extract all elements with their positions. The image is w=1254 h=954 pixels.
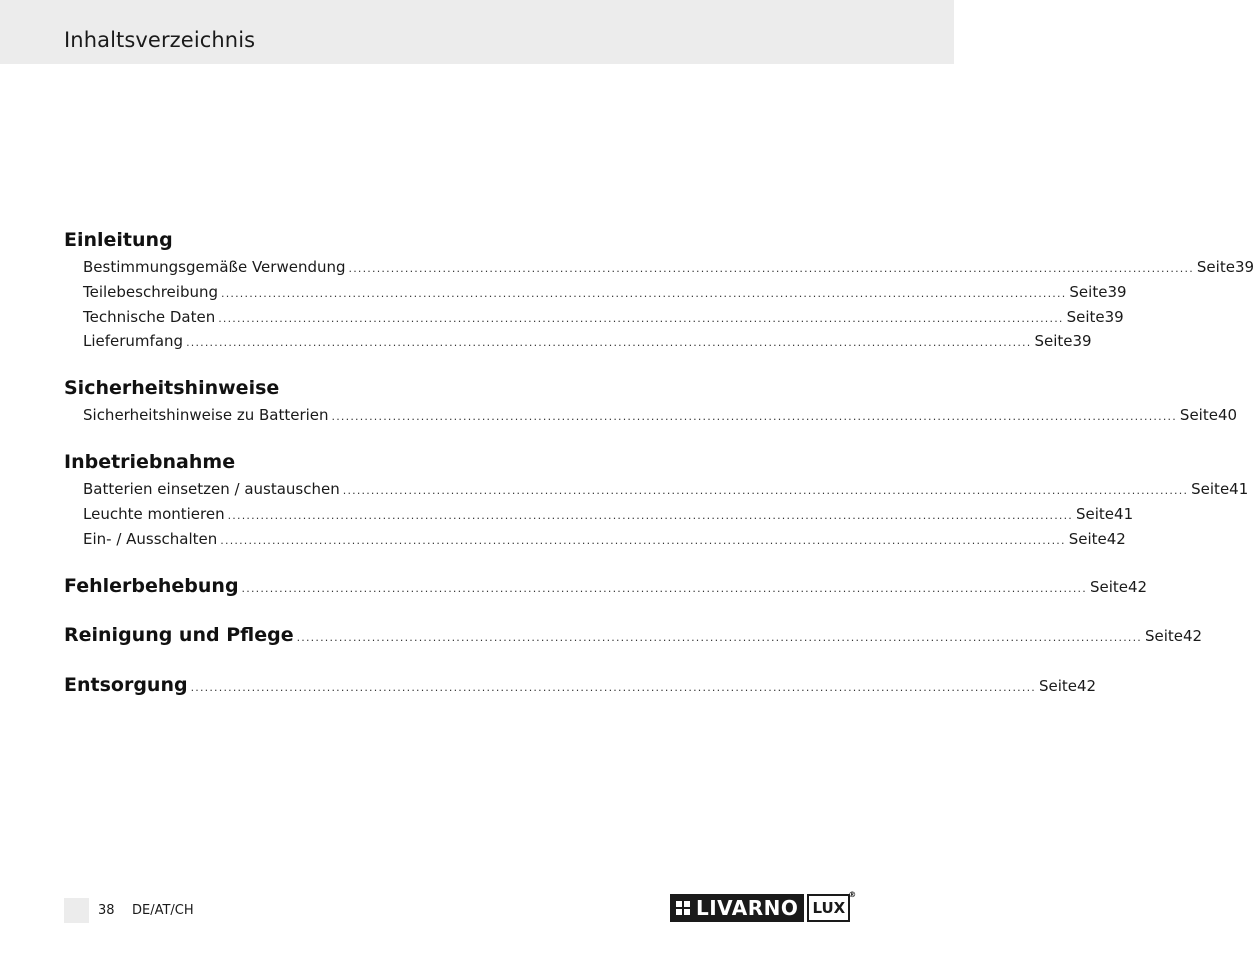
logo-squares-icon — [676, 901, 690, 915]
toc-entry-label: Technische Daten — [83, 308, 216, 326]
logo-suffix-text: LUX — [812, 899, 846, 917]
toc-page-number: 41 — [1114, 505, 1134, 523]
toc-section-title: Fehlerbehebung — [64, 575, 239, 597]
toc-entry-label: Teilebeschreibung — [83, 283, 219, 301]
toc-page-number: 40 — [1217, 406, 1238, 424]
dot-leader: .................................................................................................................................................................................... — [218, 312, 1064, 325]
dot-leader: .................................................................................................................................................................................... — [227, 509, 1073, 522]
dot-leader: .................................................................................................................................................................................... — [221, 287, 1067, 300]
toc-page-number: 41 — [1229, 480, 1249, 498]
toc-entry-label: Ein- / Ausschalten — [83, 530, 218, 548]
toc-entry — [64, 674, 1097, 696]
toc-page-word: Seite — [1034, 332, 1073, 350]
toc-page-word: Seite — [1196, 258, 1235, 276]
toc-entry-label: Bestimmungsgemäße Verwendung — [83, 258, 346, 276]
dot-leader: .................................................................................................................................................................................... — [220, 534, 1066, 547]
toc-entry — [83, 308, 1124, 328]
toc-page-number: 42 — [1106, 530, 1126, 548]
toc-entry — [64, 575, 1148, 597]
toc-entry — [83, 283, 1127, 303]
logo-lux-block — [807, 890, 857, 922]
toc-entry — [83, 530, 1126, 550]
dot-leader: .................................................................................................................................................................................... — [296, 631, 1142, 644]
footer-country-codes: DE/AT/CH — [132, 903, 194, 918]
toc-page-number: 42 — [1183, 627, 1203, 645]
toc-page-word: Seite — [1191, 480, 1230, 498]
toc-section-title: Entsorgung — [64, 674, 188, 696]
toc-section-title: Sicherheitshinweise — [64, 377, 280, 399]
toc-section-title: Inbetriebnahme — [64, 451, 236, 473]
footer-marker-box — [64, 898, 89, 923]
toc-page-word: Seite — [1076, 505, 1115, 523]
toc-entry — [64, 624, 1203, 646]
toc-section-title: Einleitung — [64, 229, 173, 251]
logo-main-block — [670, 894, 804, 922]
dot-leader: .................................................................................................................................................................................... — [190, 681, 1036, 694]
toc-entry — [83, 406, 1238, 426]
toc-entry — [83, 258, 1254, 278]
toc-page-number: 42 — [1077, 677, 1097, 695]
toc-entry-label: Sicherheitshinweise zu Batterien — [83, 406, 329, 424]
toc-page-number: 39 — [1072, 332, 1092, 350]
toc-page-number: 39 — [1104, 308, 1124, 326]
toc-page-word: Seite — [1069, 283, 1108, 301]
dot-leader: .................................................................................................................................................................................... — [342, 484, 1189, 497]
livarno-lux-logo — [670, 890, 890, 922]
dot-leader: .................................................................................................................................................................................... — [331, 410, 1177, 423]
toc-section-title: Reinigung und Pflege — [64, 624, 294, 646]
toc-entry-label: Lieferumfang — [83, 332, 184, 350]
page-title: Inhaltsverzeichnis — [64, 28, 256, 52]
toc-entry — [83, 505, 1134, 525]
dot-leader: .................................................................................................................................................................................... — [186, 336, 1032, 349]
toc-page-word: Seite — [1179, 406, 1218, 424]
logo-brand-text: LIVARNO — [696, 896, 799, 920]
toc-page-word: Seite — [1066, 308, 1105, 326]
toc-page-word: Seite — [1144, 627, 1184, 645]
toc-entry — [83, 480, 1249, 500]
toc-page-number: 42 — [1127, 578, 1148, 596]
toc-page-word: Seite — [1089, 578, 1128, 596]
registered-mark: ® — [848, 890, 857, 899]
toc-entry — [83, 332, 1092, 352]
toc-entry-label: Leuchte montieren — [83, 505, 225, 523]
toc-entry-label: Batterien einsetzen / austauschen — [83, 480, 340, 498]
toc-page-number: 39 — [1234, 258, 1254, 276]
dot-leader: .................................................................................................................................................................................... — [241, 582, 1087, 595]
toc-page-word: Seite — [1038, 677, 1077, 695]
toc-page-word: Seite — [1068, 530, 1107, 548]
toc-page-number: 39 — [1107, 283, 1127, 301]
footer-page-number: 38 — [98, 903, 115, 918]
dot-leader: .................................................................................................................................................................................... — [348, 262, 1194, 275]
